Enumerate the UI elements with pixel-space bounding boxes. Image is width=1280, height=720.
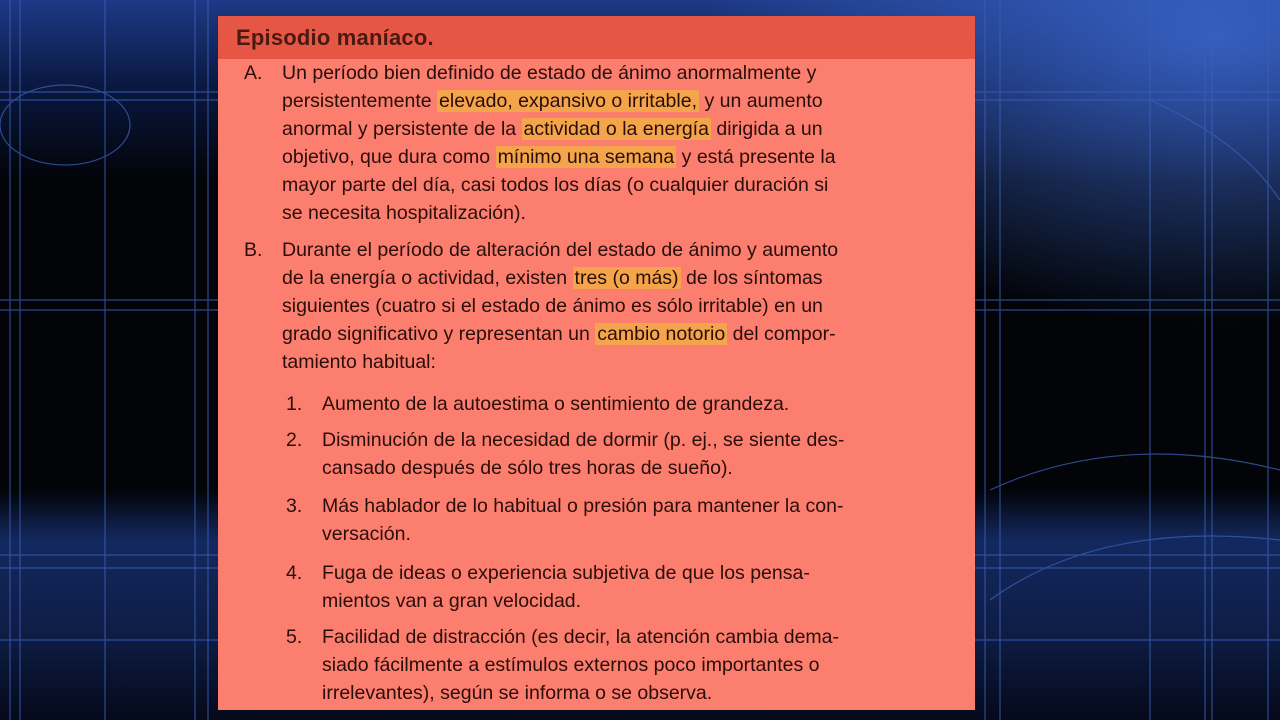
symptom-item [244, 623, 964, 710]
item-line: irrelevantes), según se informa o se observa. [322, 682, 713, 704]
text-segment: dirigida a un [716, 118, 823, 140]
text-segment: y un aumento [704, 90, 823, 112]
item-line: Fuga de ideas o experiencia subjetiva de que los pensa- [322, 562, 810, 584]
criteria-panel [218, 16, 975, 710]
criterion-b-line [282, 320, 836, 348]
criterion-b-line: Durante el período de alteración del estado de ánimo y aumento [282, 239, 839, 261]
criterion-a-label: A. [244, 62, 263, 84]
criterion-b-line: tamiento habitual: [282, 351, 436, 373]
text-segment: y está presente la [681, 146, 836, 168]
panel-title: Episodio maníaco. [236, 25, 434, 50]
criterion-a-line [282, 87, 823, 115]
item-line: Facilidad de distracción (es decir, la atención cambia dema- [322, 626, 840, 648]
criterion-a-line: se necesita hospitalización). [282, 202, 526, 224]
item-number: 4. [286, 562, 303, 584]
highlight: actividad o la energía [523, 118, 709, 140]
item-line: versación. [322, 523, 411, 545]
highlight: cambio notorio [597, 323, 726, 345]
text-segment: anormal y persistente de la [282, 118, 517, 140]
criterion-a-line: Un período bien definido de estado de ánimo anormalmente y [282, 62, 817, 84]
symptom-item [244, 390, 964, 420]
text-segment: de los síntomas [685, 267, 823, 289]
item-line: Aumento de la autoestima o sentimiento de grandeza. [322, 393, 790, 415]
criterion-b-label: B. [244, 239, 263, 261]
item-line: mientos van a gran velocidad. [322, 590, 582, 612]
criterion-a [244, 59, 964, 229]
title-bar [218, 16, 975, 59]
highlight: tres (o más) [574, 267, 679, 289]
item-number: 2. [286, 429, 303, 451]
item-number: 5. [286, 626, 303, 648]
criterion-a-line [282, 115, 823, 143]
criterion-a-line: mayor parte del día, casi todos los días (o cualquier duración si [282, 174, 829, 196]
highlight: mínimo una semana [497, 146, 675, 168]
text-segment: de la energía o actividad, existen [282, 267, 568, 289]
highlight: elevado, expansivo o irritable, [439, 90, 698, 112]
text-segment: del compor- [732, 323, 836, 345]
symptom-item [244, 492, 964, 552]
criterion-b [244, 236, 964, 381]
text-segment: persistentemente [282, 90, 432, 112]
symptom-item [244, 559, 964, 619]
criterion-a-line [282, 143, 836, 171]
criterion-b-line [282, 264, 823, 292]
item-number: 3. [286, 495, 303, 517]
symptom-item [244, 426, 964, 486]
criterion-b-line: siguientes (cuatro si el estado de ánimo es sólo irritable) en un [282, 295, 823, 317]
item-number: 1. [286, 393, 303, 415]
item-line: cansado después de sólo tres horas de sueño). [322, 457, 733, 479]
item-line: siado fácilmente a estímulos externos poco importantes o [322, 654, 820, 676]
item-line: Disminución de la necesidad de dormir (p. ej., se siente des- [322, 429, 845, 451]
text-segment: objetivo, que dura como [282, 146, 491, 168]
item-line: Más hablador de lo habitual o presión para mantener la con- [322, 495, 844, 517]
text-segment: grado significativo y representan un [282, 323, 590, 345]
